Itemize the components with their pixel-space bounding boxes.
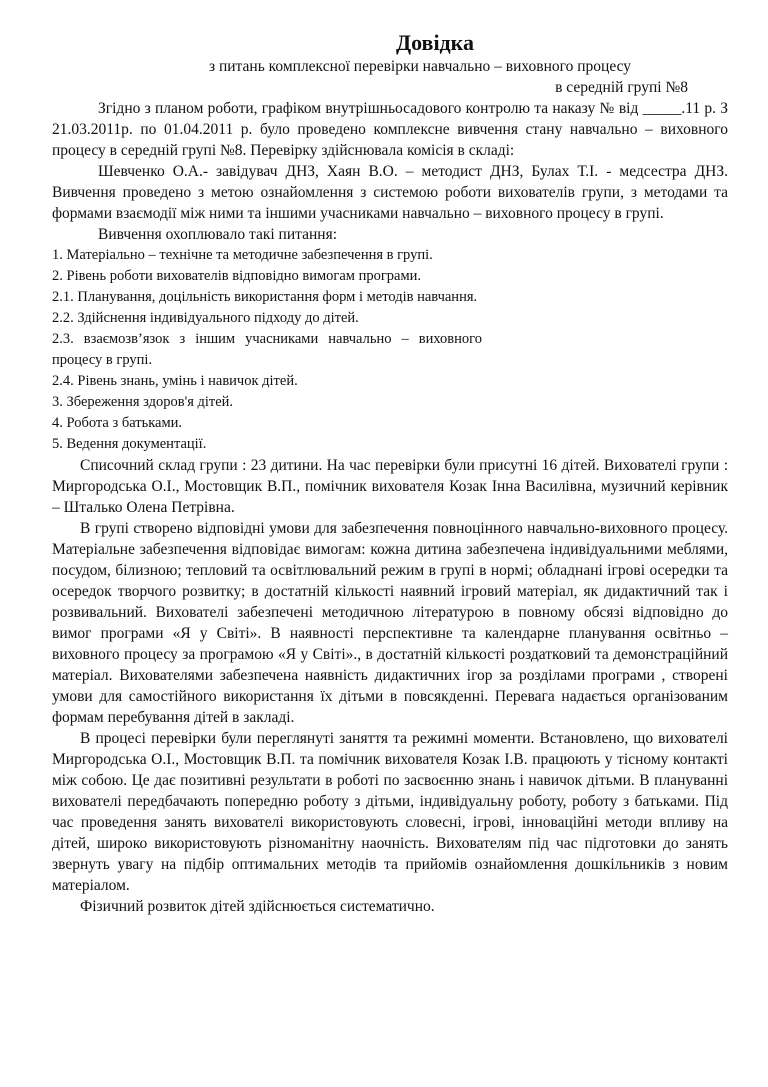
list-item: 2.1. Планування, доцільність використання форм і методів навчання. (52, 289, 478, 305)
list-item: 2.3. взаємозв’язок з іншим учасниками навчально – виховного процесу в групі. (52, 331, 482, 368)
document-subtitle: з питань комплексної перевірки навчально – виховного процесу (208, 58, 632, 75)
list-header: Вивчення охоплювало такі питання: (98, 226, 338, 243)
list-item: 4. Робота з батьками. (52, 415, 183, 431)
list-item: 3. Збереження здоров'я дітей. (52, 394, 234, 410)
commission-paragraph: Шевченко О.А.- завідувач ДНЗ, Хаян В.О. – методист ДНЗ, Булах Т.І. - медсестра ДНЗ. Вивчення проведено з метою ознайомлення з системою роботи вихователів групи, з методами та формами взаємодії між ними та іншими учасниками навчально – виховного процесу в групі. (52, 163, 728, 222)
list-item: 1. Матеріально – технічне та методичне забезпечення в групі. (52, 247, 433, 263)
intro-paragraph: Згідно з планом роботи, графіком внутрішньосадового контролю та наказу № від _____.11 р. З 21.03.2011р. по 01.04.2011 р. було проведено комплексне вивчення стану навчально – виховного процесу в середній групі №8. Перевірку здійснювала комісія в складі: (52, 100, 728, 159)
list-item: 5. Ведення документації. (52, 436, 207, 452)
list-item: 2. Рівень роботи вихователів відповідно вимогам програми. (52, 268, 422, 284)
review-paragraph: В процесі перевірки були переглянуті заняття та режимні моменти. Встановлено, що вихователі Миргородська О.І., Мостовщик В.П. та помічник вихователя Козак І.В. працюють у тісному контакті між собою. Це дає позитивні результати в роботі по засвоєнню знань і навичок дітьми. В плануванні вихователі передбачають попередню роботу з дітьми, індивідуальну роботу, роботу з батьками. Під час проведення занять вихователі використовують словесні, ігрові, інноваційні методи впливу на дітей, широко використовують різноманітну наочність. Вихователям під час підготовки до занять звернуть увагу на підбір оптимальних методів та прийомів ознайомлення дошкільників з новим матеріалом. (52, 730, 728, 894)
group-subtitle: в середній групі №8 (555, 79, 688, 96)
list-item: 2.2. Здійснення індивідуального підходу до дітей. (52, 310, 359, 326)
issues-list (52, 245, 482, 455)
document-page (52, 30, 728, 917)
document-title: Довідка (395, 30, 475, 55)
list-item: 2.4. Рівень знань, умінь і навичок дітей. (52, 373, 298, 389)
physical-paragraph: Фізичний розвиток дітей здійснюється систематично. (80, 898, 435, 915)
roster-paragraph: Списочний склад групи : 23 дитини. На час перевірки були присутні 16 дітей. Вихователі групи : Миргородська О.І., Мостовщик В.П., помічник вихователя Козак Інна Василівна, музичний керівник – Шталько Олена Петрівна. (52, 457, 728, 516)
conditions-paragraph: В групі створено відповідні умови для забезпечення повноцінного навчально-виховного процесу. Матеріальне забезпечення відповідає вимогам: кожна дитина забезпечена індивідуальними меблями, посудом, білизною; тепловий та освітлювальний режим в групі в нормі; обладнані ігрові осередки та осередок творчого розвитку; в достатній кількості наявний ігровий матеріал, як дидактичний так і розвивальний. Вихователі забезпечені методичною літературою в повному обсязі відповідно до вимог програми «Я у Світі». В наявності перспективне та календарне планування освітньо – виховного процесу за програмою «Я у Світі»., в достатній кількості роздатковий та демонстраційний матеріал. Вихователями забезпечена наявність дидактичних ігор за розділами програми , створені умови для самостійного використання їх дітьми в повсякденні. Перевага надається організованим формам перебування дітей в закладі. (52, 520, 728, 726)
